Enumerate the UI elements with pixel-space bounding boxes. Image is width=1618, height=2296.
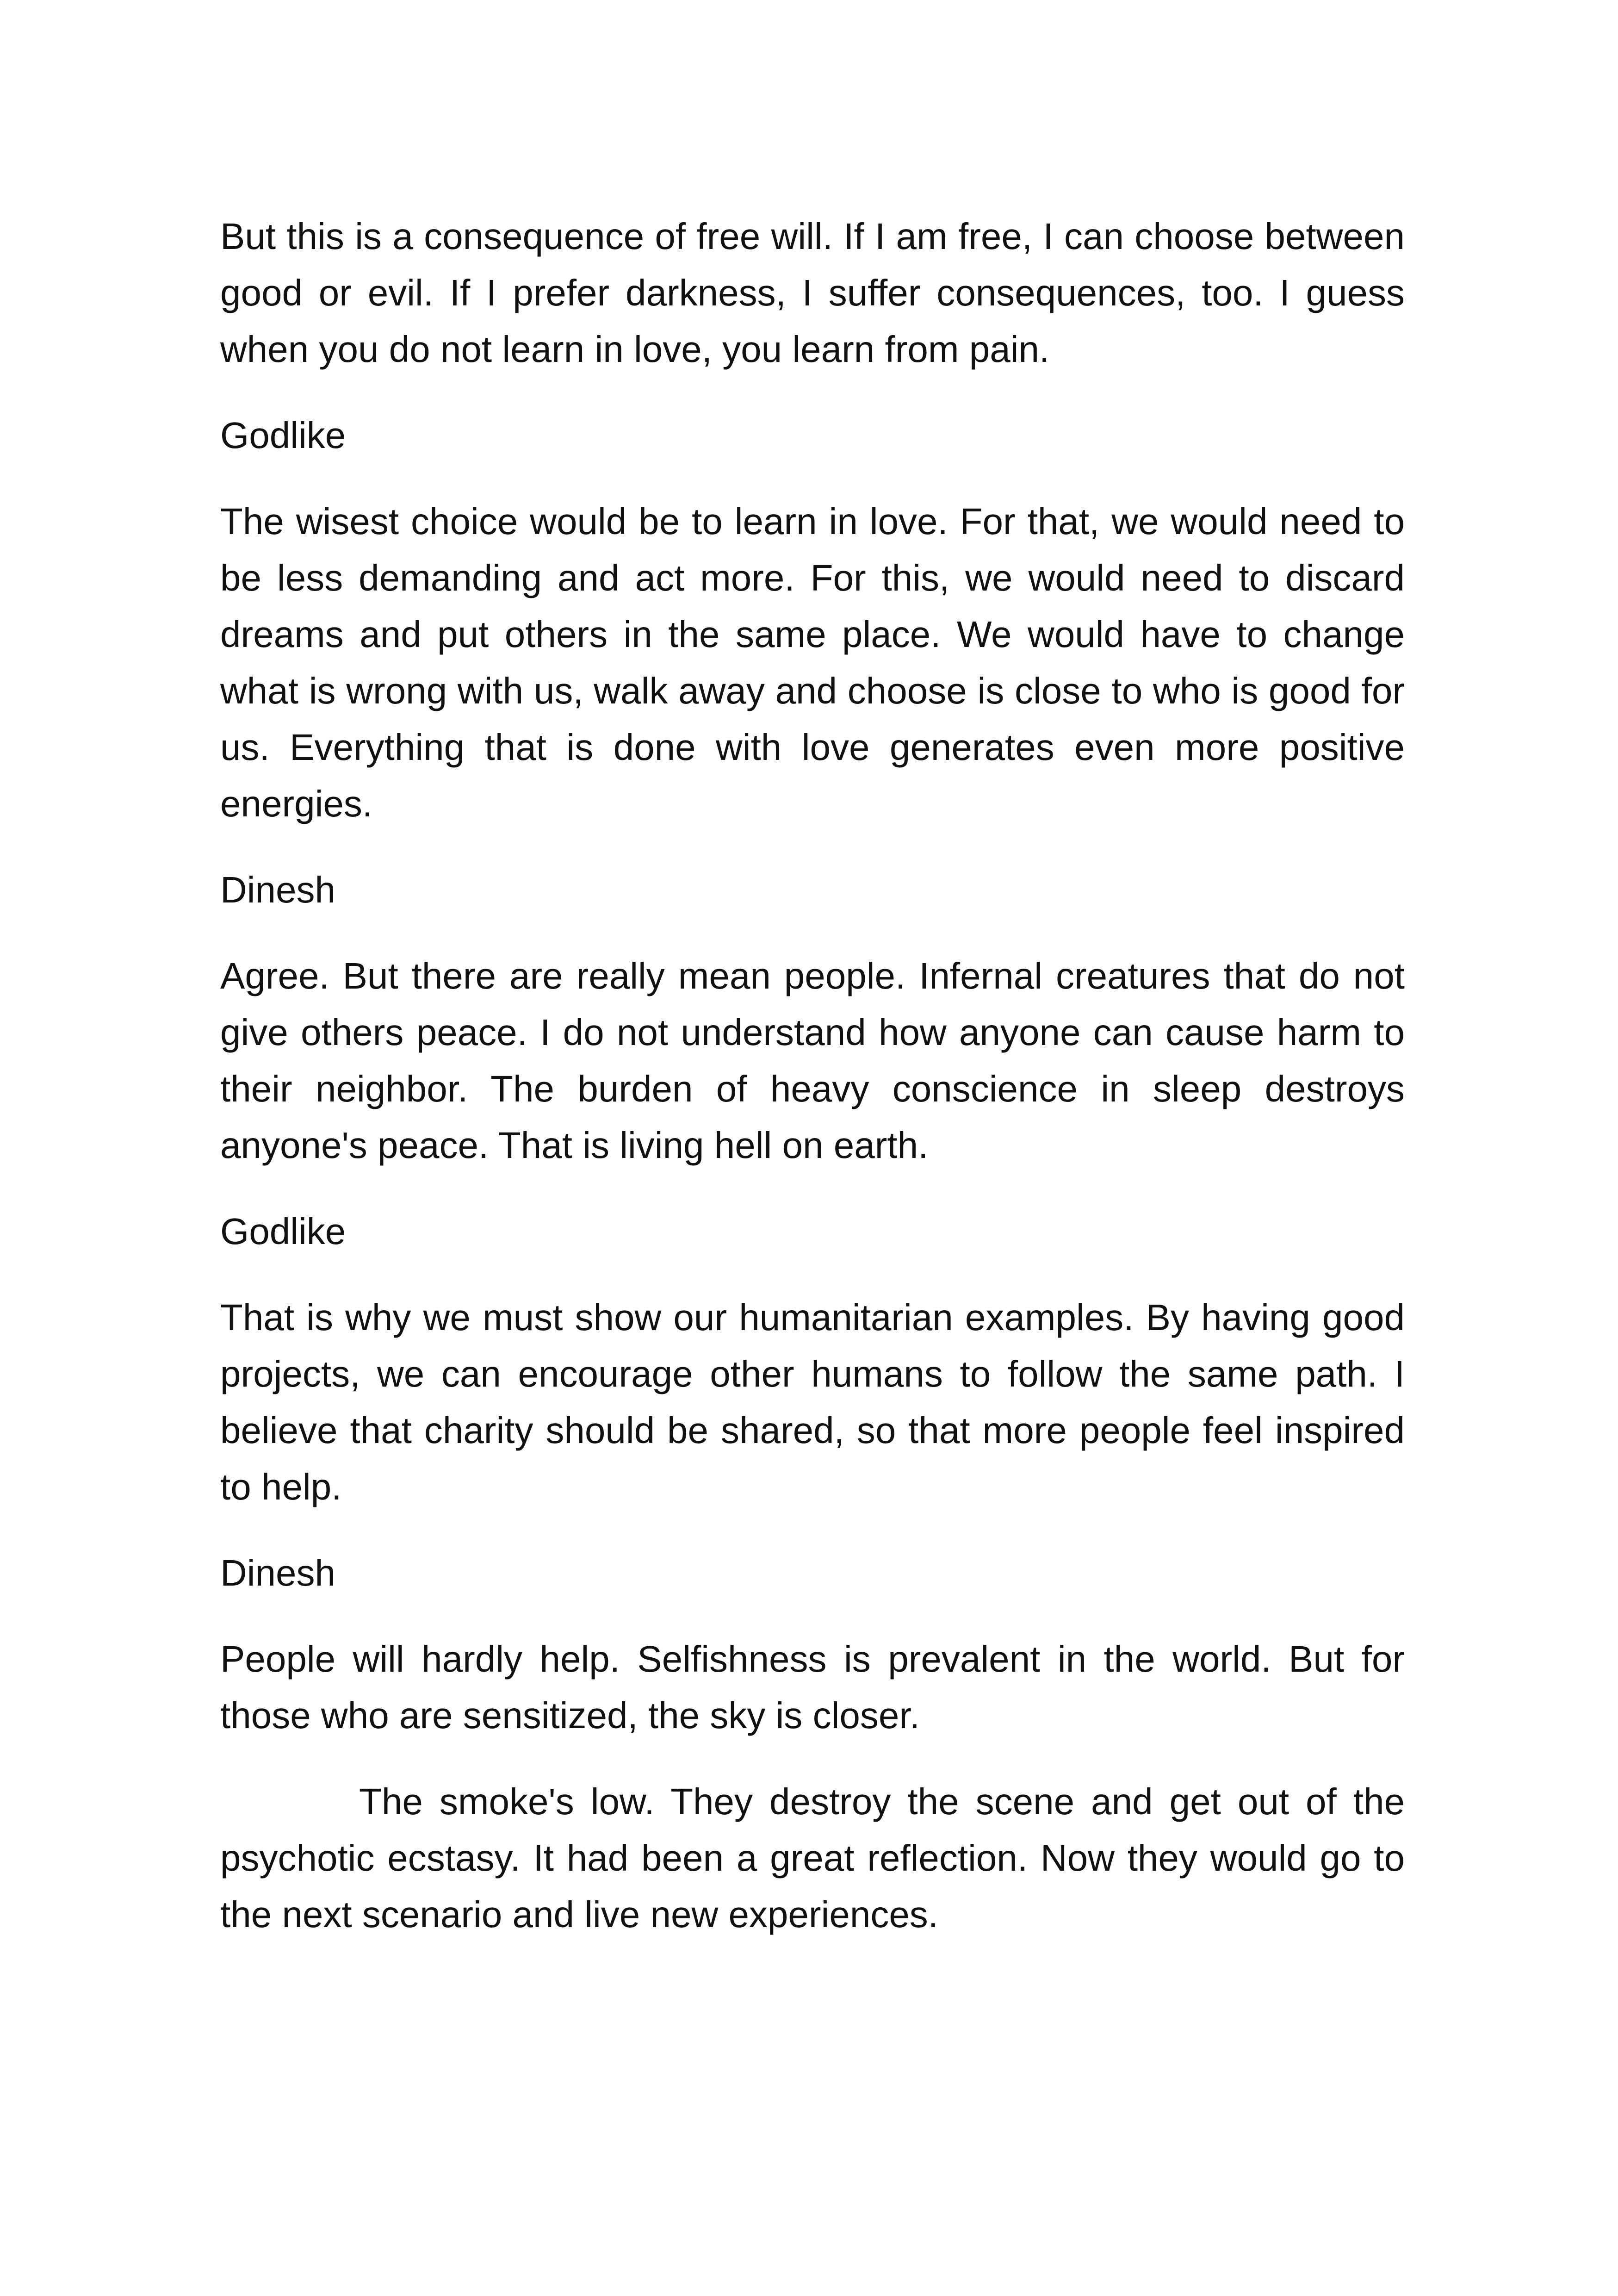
paragraph-narration: The smoke's low. They destroy the scene and get out of the psychotic ecstasy. It had been a great reflection. Now they would go to the next scenario and live new experiences. (220, 1781, 1405, 1935)
paragraph-mean-people: Agree. But there are really mean people. Infernal creatures that do not give others peace. I do not understand how anyone can cause harm to their neighbor. The burden of heavy conscience in sleep destroys anyone's peace. That is living hell on earth. (220, 955, 1405, 1166)
paragraph-selfishness: People will hardly help. Selfishness is prevalent in the world. But for those who are sensitized, the sky is closer. (220, 1638, 1405, 1736)
speaker-label-dinesh-2: Dinesh (220, 1552, 336, 1593)
speaker-label-dinesh: Dinesh (220, 869, 336, 910)
paragraph-humanitarian: That is why we must show our humanitarian examples. By having good projects, we can encourage other humans to follow the same path. I believe that charity should be shared, so that more people feel inspired to help. (220, 1297, 1405, 1507)
paragraph-free-will: But this is a consequence of free will. If I am free, I can choose between good or evil. If I prefer darkness, I suffer consequences, too. I guess when you do not learn in love, you learn from pain. (220, 216, 1405, 370)
speaker-label-godlike-2: Godlike (220, 1211, 346, 1252)
speaker-label-godlike: Godlike (220, 415, 346, 456)
page-body (220, 208, 1405, 1972)
paragraph-learn-in-love: The wisest choice would be to learn in love. For that, we would need to be less demanding and act more. For this, we would need to discard dreams and put others in the same place. We would have to change what is wrong with us, walk away and choose is close to who is good for us. Everything that is done with love generates even more positive energies. (220, 501, 1405, 824)
